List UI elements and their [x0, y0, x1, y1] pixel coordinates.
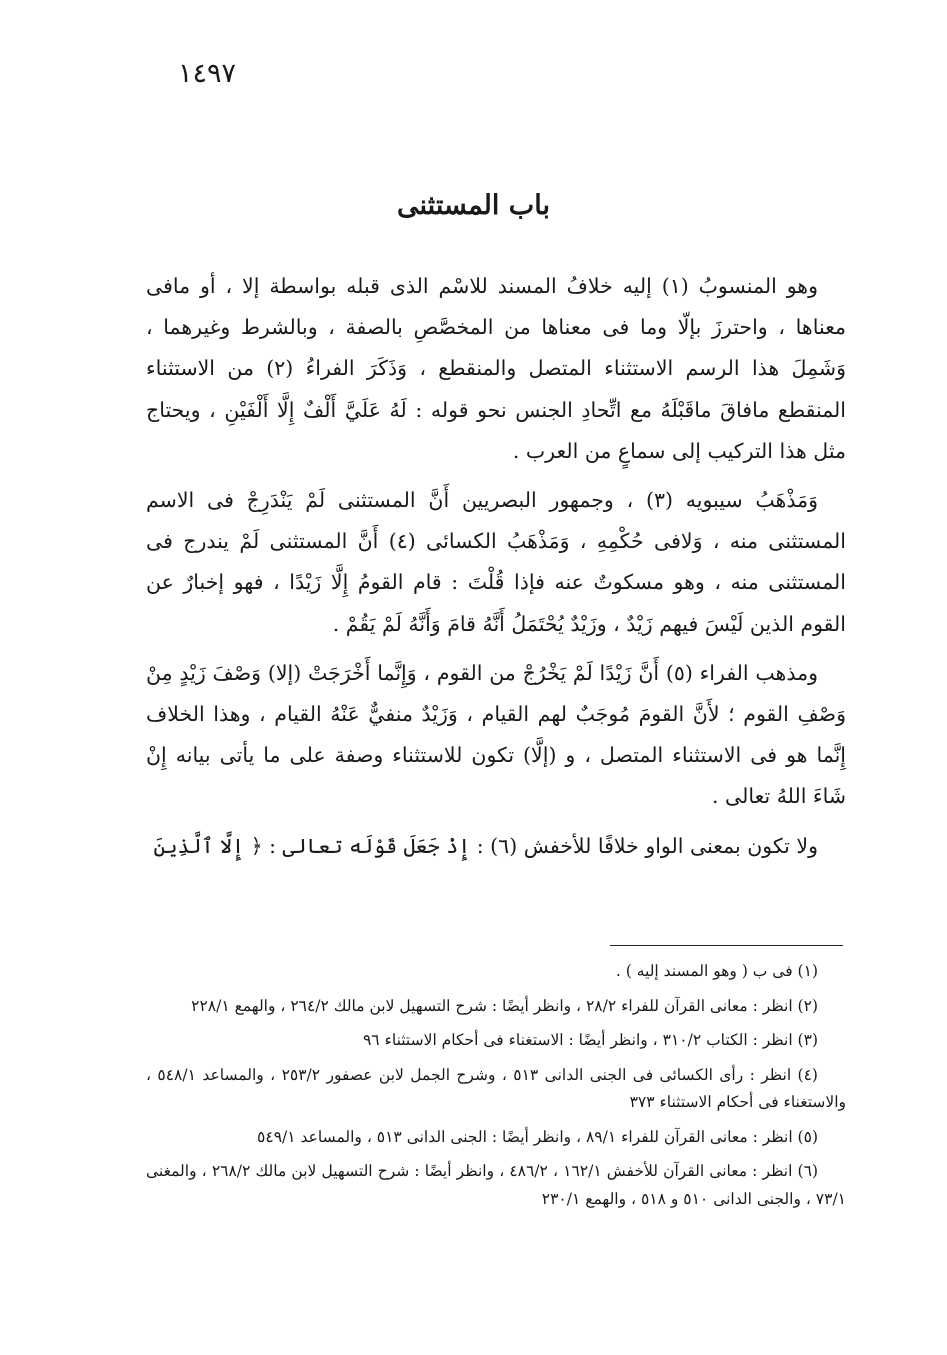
- footnote: (١) فى ب ( وهو المسند إليه ) .: [615, 962, 818, 980]
- paragraph: ومذهب الفراء (٥) أَنَّ زَيْدًا لَمْ يَخْرُجْ من القوم ، وَإِنَّما أَخْرَجَتْ (إلا) وَصْفَ زَيْدٍ مِنْ وَصْفِ القوم ؛ لأَنَّ القومَ مُوجَبٌ لهم القيام ، وَزَيْدٌ منفيٌّ عَنْهُ القيام ، وهذا الخلاف إِنَّما هو فى الاستثناء المتصل ، و (إلَّا) تكون للاستثناء وصفة على ما يأتى بيانه إِنْ شَاءَ اللهُ تعالى .: [146, 660, 846, 809]
- footnote: (٣) انظر : الكتاب ٣١٠/٢ ، وانظر أيضًا : الاستغناء فى أحكام الاستثناء ٩٦: [362, 1031, 818, 1049]
- footnote: (٥) انظر : معانى القرآن للفراء ٨٩/١ ، وانظر أيضًا : الجنى الدانى ٥١٣ ، والمساعد ٥٤٩/١: [257, 1127, 818, 1146]
- paragraph: وَمَذْهَبُ سيبويه (٣) ، وجمهور البصريين أَنَّ المستثنى لَمْ يَنْدَرِجْ فى الاسم المستثنى منه ، وَلافى حُكْمِهِ ، وَمَذْهَبُ الكسائى (٤) أَنَّ المستثنى لَمْ يندرج فى المستثنى منه ، وهو مسكوتٌ عنه فإذا قُلْتَ : قام القومُ إِلَّا زَيْدًا ، فهو إخبارٌ عن القوم الذين لَيْسَ فيهم زَيْدٌ ، وزَيْدٌ يُحْتَمَلُ أَنَّهُ قامَ وَأَنَّهُ لَمْ يَقُمْ .: [146, 488, 846, 636]
- page-number: ١٤٩٧: [178, 58, 237, 89]
- footnote: (٢) انظر : معانى القرآن للفراء ٢٨/٢ ، وانظر أيضًا : شرح التسهيل لابن مالك ٢٦٤/٢ ، والهمع ٢٢٨/١: [191, 996, 818, 1015]
- main-text: [146, 266, 846, 875]
- footnote: (٤) انظر : رأى الكسائى فى الجنى الدانى ٥١٣ ، وشرح الجمل لابن عصفور ٢٥٣/٢ ، والمساعد ٥٤٨/١ ، والاستغناء فى أحكام الاستثناء ٣٧٣: [146, 1065, 846, 1111]
- paragraph: ولا تكون بمعنى الواو خلافًا للأخفش (٦) : إِذْ جَعَلَ قَوْلَه تعالى : ﴿ إِلَّا ٱلَّذِينَ: [153, 833, 818, 858]
- footnote: (٦) انظر : معانى القرآن للأخفش ١٦٢/١ ، ٤٨٦/٢ ، وانظر أيضًا : شرح التسهيل لابن مالك ٢٦٨/٢ ، والمغنى ٧٣/١ ، والجنى الدانى ٥١٠ و ٥١٨ ، والهمع ٢٣٠/١: [146, 1162, 846, 1208]
- footnotes: [146, 958, 846, 1220]
- footnote-separator: [610, 945, 843, 946]
- paragraph: وهو المنسوبُ (١) إليه خلافُ المسند للاسْم الذى قبله بواسطة إلا ، أو مافى معناها ، واحترزَ بإلّا وما فى معناها من المخصَّصِ بالصفة ، وبالشرط وغيرهما ، وَشَمِلَ هذا الرسم الاستثناء المتصل والمنقطع ، وَذَكَرَ الفراءُ (٢) من الاستثناء المنقطع مافاقَ ماقَبْلَهُ مع اتِّحادِ الجنس نحو قوله : لَهُ عَلَيَّ أَلْفٌ إِلَّا أَلْفَيْنِ ، ويحتاج مثل هذا التركيب إلى سماعٍ من العرب .: [146, 274, 846, 463]
- chapter-title: باب المستثنى: [397, 190, 550, 221]
